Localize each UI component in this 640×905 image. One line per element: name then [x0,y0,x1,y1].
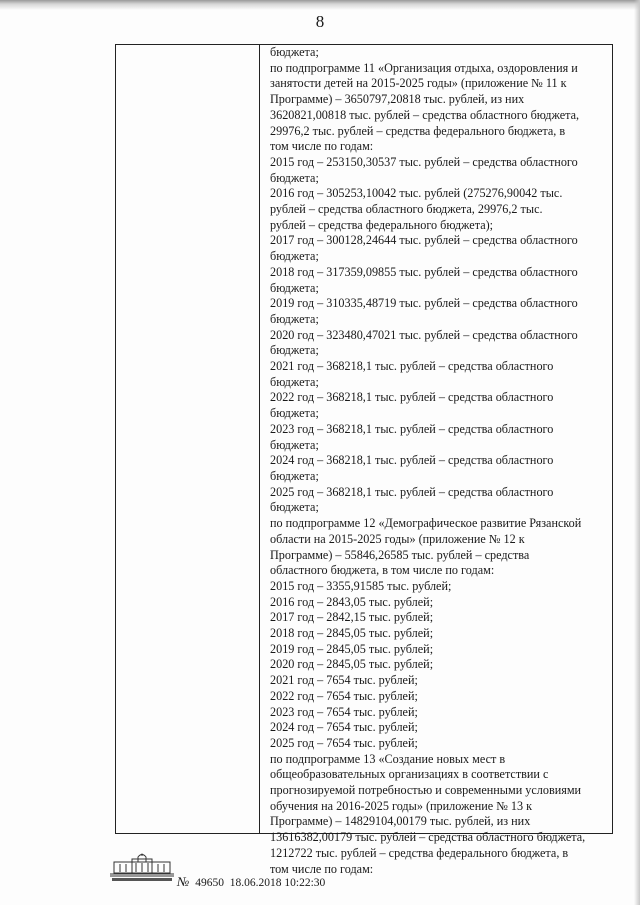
table-column-divider [259,44,260,834]
text-line: бюджета; [270,406,319,421]
text-line: общеобразовательных организациях в соответствии с [270,767,549,782]
text-line: 2021 год – 368218,1 тыс. рублей – средства областного [270,359,554,374]
number-sign: № [177,874,190,889]
text-line: Программе) – 14829104,00179 тыс. рублей, из них [270,814,531,829]
text-line: бюджета; [270,437,319,452]
text-line: Программе) – 55846,26585 тыс. рублей – средства [270,547,530,562]
text-line: бюджета; [270,311,319,326]
text-line: 2023 год – 7654 тыс. рублей; [270,704,418,719]
text-line: областного бюджета, в том числе по годам: [270,563,495,578]
text-line: 2022 год – 368218,1 тыс. рублей – средства областного [270,390,554,405]
text-line: том числе по годам: [270,861,374,876]
text-line: рублей – средства областного бюджета, 29976,2 тыс. [270,202,543,217]
scan-edge-top [0,0,640,10]
text-line: 2024 год – 368218,1 тыс. рублей – средства областного [270,453,554,468]
document-stamp [177,874,325,890]
text-line: бюджета; [270,45,319,59]
text-line: по подпрограмме 11 «Организация отдыха, оздоровления и [270,60,578,75]
text-line: 2020 год – 2845,05 тыс. рублей; [270,657,434,672]
text-line: 2022 год – 7654 тыс. рублей; [270,688,418,703]
text-line: 2020 год – 323480,47021 тыс. рублей – средства областного [270,327,578,342]
page-number: 8 [315,12,325,31]
text-line: бюджета; [270,500,319,515]
text-line: 2019 год – 2845,05 тыс. рублей; [270,641,434,656]
text-line: области на 2015-2025 годы» (приложение № 12 к [270,531,525,546]
text-line: бюджета; [270,170,319,185]
text-line: 2025 год – 368218,1 тыс. рублей – средства областного [270,484,554,499]
text-line: 2017 год – 300128,24644 тыс. рублей – средства областного [270,233,578,248]
text-line: 2017 год – 2842,15 тыс. рублей; [270,610,434,625]
document-datetime: 18.06.2018 10:22:30 [229,877,326,889]
text-line: бюджета; [270,249,319,264]
text-line: обучения на 2016-2025 годы» (приложение № 13 к [270,798,533,813]
text-line: 2015 год – 3355,91585 тыс. рублей; [270,578,452,593]
text-line: по подпрограмме 13 «Создание новых мест в [270,751,506,766]
table-cell-content [270,45,615,877]
text-line: 29976,2 тыс. рублей – средства федерального бюджета, в [270,123,566,138]
text-line: 2025 год – 7654 тыс. рублей; [270,735,418,750]
text-line: бюджета; [270,468,319,483]
text-line: рублей – средства федерального бюджета); [270,217,494,232]
text-line: прогнозируемой потребностью и современными условиями [270,783,582,798]
text-line: 3620821,00818 тыс. рублей – средства областного бюджета, [270,107,580,122]
government-building-emblem-icon [108,853,176,883]
text-line: бюджета; [270,374,319,389]
document-number: 49650 [195,877,225,889]
text-line: занятости детей на 2015-2025 годы» (приложение № 11 к [270,76,567,91]
text-line: 2024 год – 7654 тыс. рублей; [270,720,418,735]
text-line: 2016 год – 2843,05 тыс. рублей; [270,594,434,609]
text-line: 2015 год – 253150,30537 тыс. рублей – средства областного [270,154,578,169]
text-line: бюджета; [270,343,319,358]
text-line: 2016 год – 305253,10042 тыс. рублей (275276,90042 тыс. [270,186,563,201]
text-line: 2021 год – 7654 тыс. рублей; [270,673,418,688]
text-line: том числе по годам: [270,139,374,154]
text-line: 2018 год – 317359,09855 тыс. рублей – средства областного [270,264,578,279]
text-line: 2018 год – 2845,05 тыс. рублей; [270,626,434,641]
text-line: 2023 год – 368218,1 тыс. рублей – средства областного [270,421,554,436]
text-line: Программе) – 3650797,20818 тыс. рублей, из них [270,92,525,107]
scan-edge-right [634,0,640,905]
text-line: 2019 год – 310335,48719 тыс. рублей – средства областного [270,296,578,311]
text-line: бюджета; [270,280,319,295]
text-line: 13616382,00179 тыс. рублей – средства областного бюджета, [270,830,586,845]
text-line: 1212722 тыс. рублей – средства федерального бюджета, в [270,845,569,860]
text-line: по подпрограмме 12 «Демографическое развитие Рязанской [270,516,582,531]
